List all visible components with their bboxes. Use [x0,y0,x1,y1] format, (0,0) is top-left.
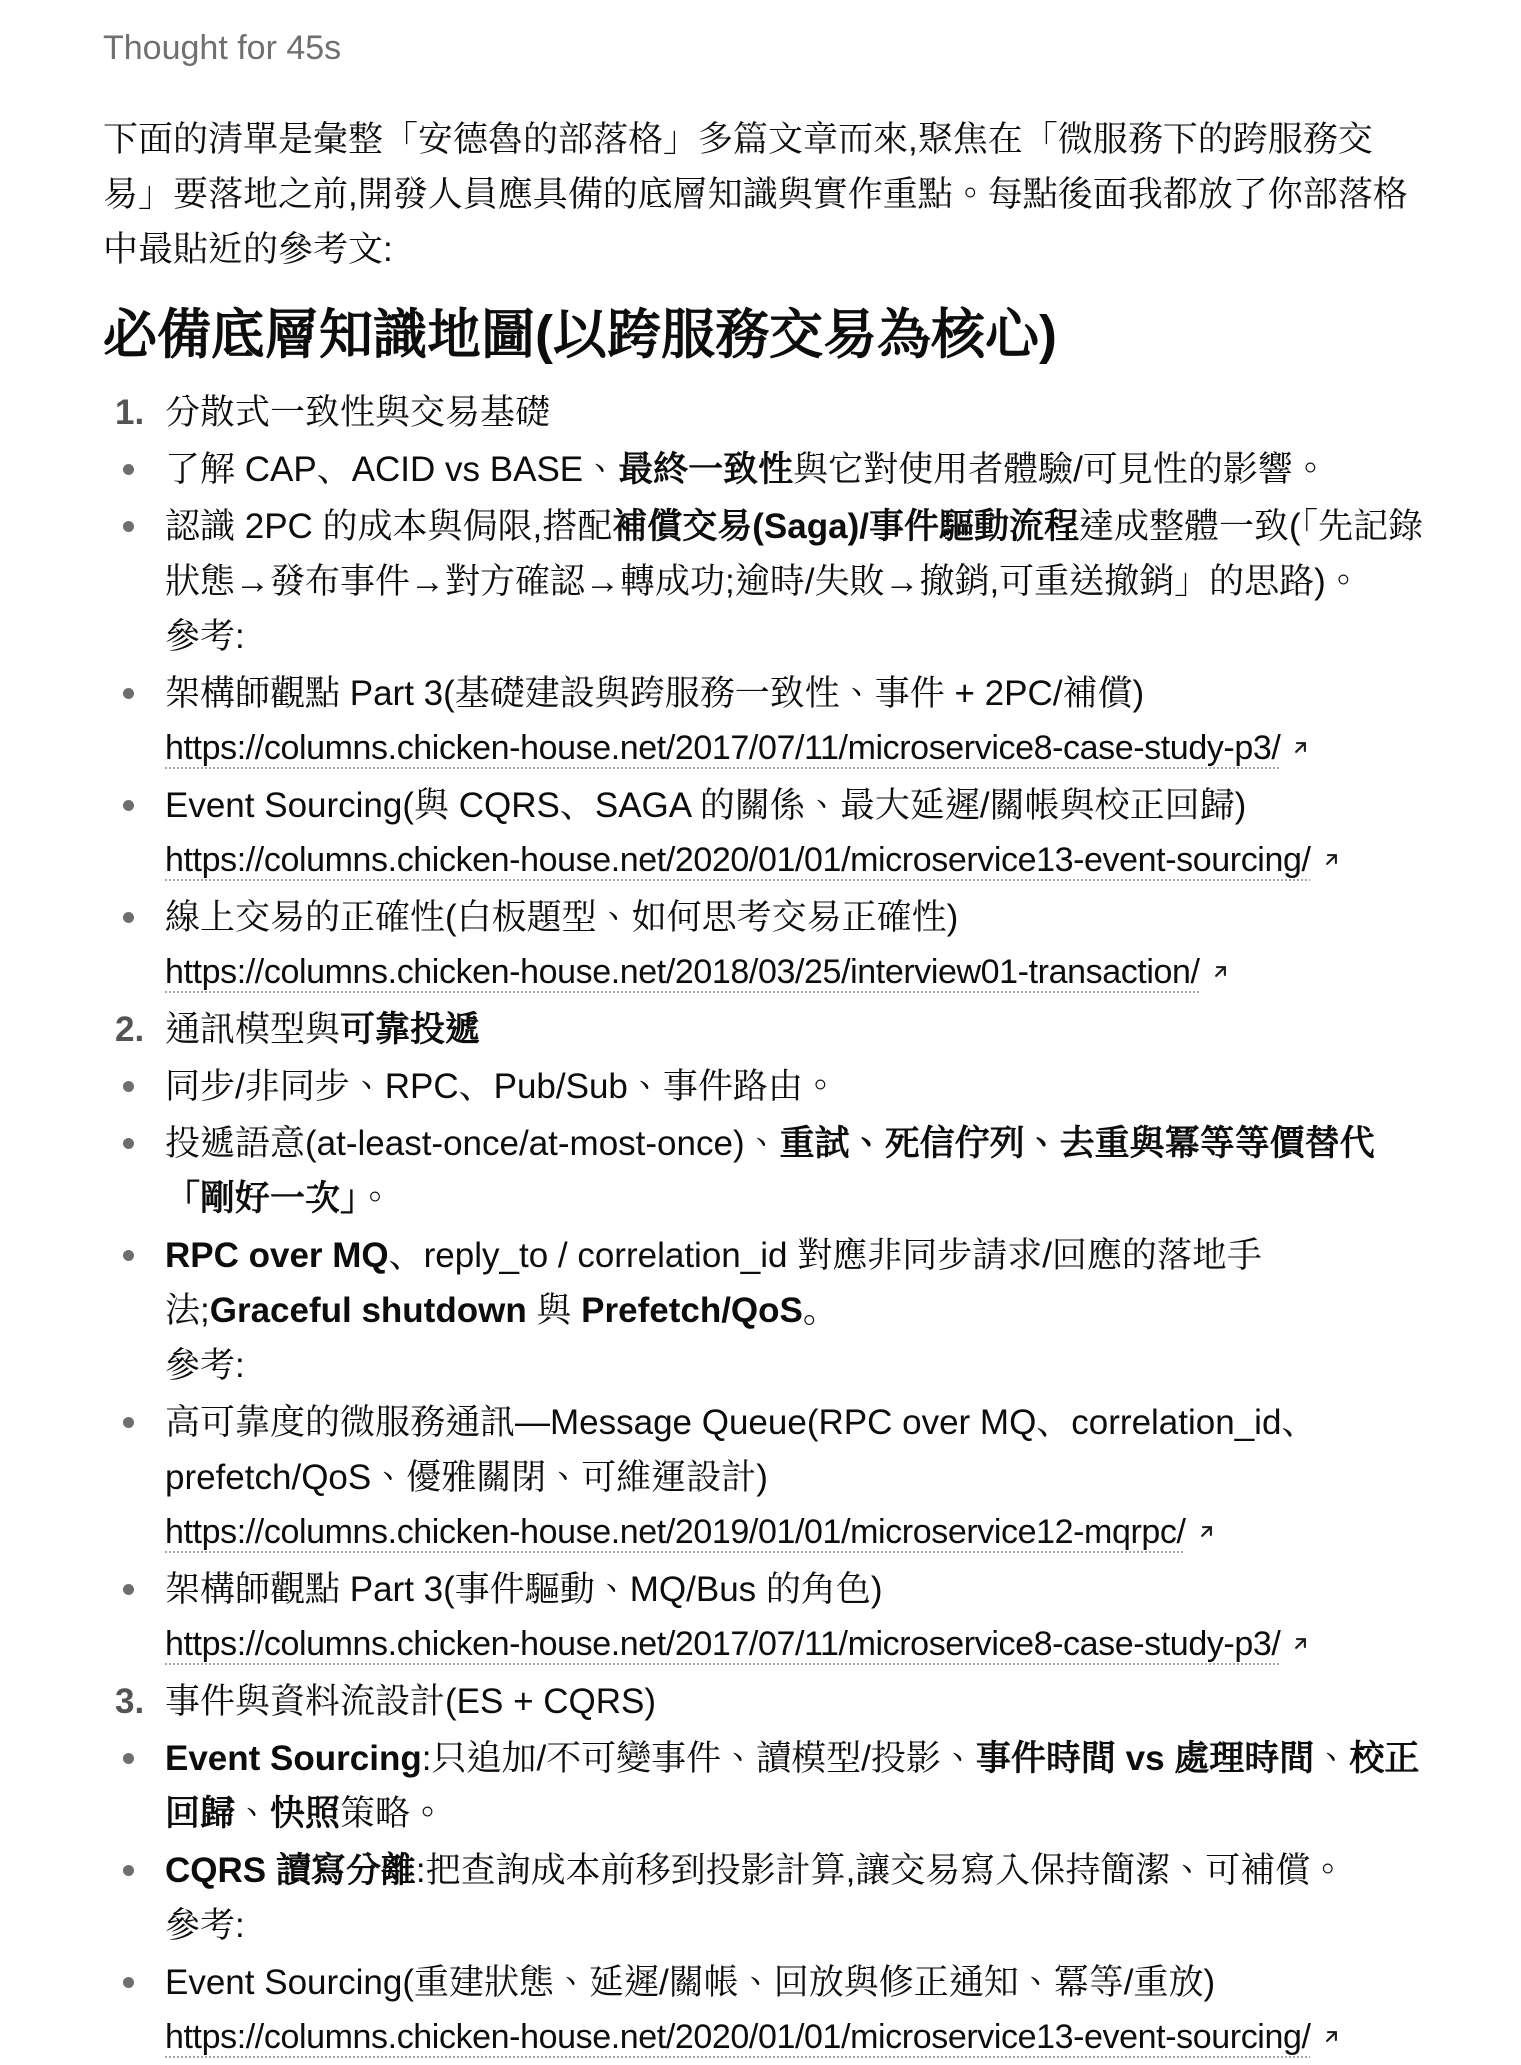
list-item-bullet [103,1228,1425,1393]
list-item-numbered [103,1674,1425,1729]
bold-text: CQRS 讀寫分離 [165,1851,416,1890]
plain-text: 與它對使用者體驗/可見性的影響。 [793,450,1328,489]
text-line [165,1731,1425,1841]
list-item-content [165,385,1425,440]
list-item-bullet [103,1843,1425,1953]
list-item-bullet [103,1116,1425,1226]
bold-text: 重試、死信佇列、去重與冪等等價替代「剛好一次」 [165,1124,1375,1218]
external-link-icon [1196,1505,1217,1560]
text-line [165,609,1425,664]
plain-text: 參考: [165,1346,245,1385]
plain-text: :只追加/不可變事件、讀模型/投影、 [421,1739,976,1778]
list-item-bullet [103,890,1425,1000]
plain-text: 同步/非同步、RPC、Pub/Sub、事件路由。 [165,1067,838,1106]
bullet-icon [123,1417,134,1428]
bold-text: 快照 [270,1794,341,1833]
thought-duration-label[interactable]: Thought for 45s [103,29,342,67]
list-item-content [165,778,1425,888]
list-item-bullet [103,1395,1425,1560]
reference-link[interactable]: https://columns.chicken-house.net/2020/01/01/microservice13-event-sourcing/ [165,2018,1311,2056]
text-line [165,1955,1425,2010]
list-item-bullet [103,1059,1425,1114]
bullet-icon [123,1753,134,1764]
bullet-icon [123,1081,134,1092]
list-item-content [165,1955,1425,2065]
text-line [165,1562,1425,1617]
bold-text: 校正回歸 [165,1739,1420,1833]
bullet-icon [123,464,134,475]
list-number-marker: 2. [115,1010,145,1049]
text-line [165,1674,1425,1729]
text-line [165,1898,1425,1953]
text-line [165,666,1425,721]
plain-text: 投遞語意(at-least-once/at-most-once)、 [165,1124,780,1163]
list-item-content [165,442,1425,497]
plain-text: 了解 CAP、ACID vs BASE、 [165,450,619,489]
plain-text: 。 [357,1179,393,1218]
list-item-bullet [103,499,1425,664]
plain-text: 、reply_to / correlation_id 對應非同步請求/回應的落地手法; [165,1236,1262,1330]
plain-text: 。 [802,1291,838,1330]
section-heading: 必備底層知識地圖(以跨服務交易為核心) [103,305,1057,365]
text-line [165,1843,1425,1898]
reference-link[interactable]: https://columns.chicken-house.net/2017/07/11/microservice8-case-study-p3/ [165,729,1281,767]
intro-paragraph: 下面的清單是彙整「安德魯的部落格」多篇文章而來,聚焦在「微服務下的跨服務交易」要落地之前,開發人員應具備的底層知識與實作重點。每點後面我都放了你部落格中最貼近的參考文: [103,120,1408,269]
reference-link-line [165,1617,1425,1672]
text-line [165,778,1425,833]
list-number-marker: 1. [115,393,145,432]
bullet-icon [123,1977,134,1988]
list-item-content [165,1674,1425,1729]
external-link-icon [1290,721,1311,776]
reference-link[interactable]: https://columns.chicken-house.net/2019/01/01/microservice12-mqrpc/ [165,1513,1186,1551]
plain-text: 與 [526,1291,582,1330]
bullet-icon [123,1584,134,1595]
plain-text: 認識 2PC 的成本與侷限,搭配 [165,507,613,546]
bold-text: 最終一致性 [618,450,794,489]
external-link-icon [1321,2010,1342,2065]
list-item-bullet [103,1562,1425,1672]
knowledge-list [103,385,1425,2065]
text-line [165,1395,1425,1505]
reference-link-line [165,721,1425,776]
list-item-content [165,499,1425,664]
plain-text: 策略。 [340,1794,446,1833]
plain-text: 、 [235,1794,271,1833]
text-line [165,499,1425,609]
reference-link-line [165,945,1425,1000]
bullet-icon [123,800,134,811]
text-line [165,1116,1425,1226]
list-number-marker: 3. [115,1682,145,1721]
list-item-bullet [103,1731,1425,1841]
list-item-content [165,1843,1425,1953]
text-line [165,1228,1425,1338]
list-item-bullet [103,1955,1425,2065]
reference-link[interactable]: https://columns.chicken-house.net/2017/07/11/microservice8-case-study-p3/ [165,1625,1281,1663]
reference-link[interactable]: https://columns.chicken-house.net/2018/03/25/interview01-transaction/ [165,953,1200,991]
text-line [165,890,1425,945]
bold-text: Prefetch/QoS [581,1291,803,1330]
list-item-content [165,1002,1425,1057]
bullet-icon [123,1138,134,1149]
text-line [165,1059,1425,1114]
list-item-content [165,1562,1425,1672]
plain-text: 參考: [165,617,245,656]
plain-text: 架構師觀點 Part 3(基礎建設與跨服務一致性、事件 + 2PC/補償) [165,674,1145,713]
bold-text: 補償交易(Saga)/事件驅動流程 [612,507,1079,546]
list-item-numbered [103,385,1425,440]
external-link-icon [1210,945,1231,1000]
plain-text: Event Sourcing(重建狀態、延遲/關帳、回放與修正通知、冪等/重放) [165,1963,1216,2002]
plain-text: :把查詢成本前移到投影計算,讓交易寫入保持簡潔、可補償。 [415,1851,1346,1890]
text-line [165,1002,1425,1057]
list-item-content [165,1395,1425,1560]
list-item-bullet [103,778,1425,888]
plain-text: 參考: [165,1906,245,1945]
list-item-content [165,1116,1425,1226]
reference-link-line [165,1505,1425,1560]
bold-text: 事件時間 vs 處理時間 [975,1739,1315,1778]
list-item-content [165,666,1425,776]
plain-text: Event Sourcing(與 CQRS、SAGA 的關係、最大延遲/關帳與校正回歸) [165,786,1247,825]
plain-text: 通訊模型與 [165,1010,341,1049]
external-link-icon [1321,833,1342,888]
list-item-content [165,890,1425,1000]
reference-link[interactable]: https://columns.chicken-house.net/2020/01/01/microservice13-event-sourcing/ [165,841,1311,879]
text-line [165,442,1425,497]
reference-link-line [165,2010,1425,2065]
plain-text: 分散式一致性與交易基礎 [165,393,551,432]
bullet-icon [123,912,134,923]
plain-text: 事件與資料流設計(ES + CQRS) [165,1682,657,1721]
text-line [165,1338,1425,1393]
text-line [165,385,1425,440]
bullet-icon [123,521,134,532]
plain-text: 線上交易的正確性(白板題型、如何思考交易正確性) [165,898,959,937]
list-item-bullet [103,442,1425,497]
list-item-content [165,1731,1425,1841]
list-item-bullet [103,666,1425,776]
plain-text: 、 [1314,1739,1350,1778]
bold-text: 可靠投遞 [340,1010,481,1049]
plain-text: 達成整體一致(「先記錄狀態→發布事件→對方確認→轉成功;逾時/失敗→撤銷,可重送撤銷」的思路)。 [165,507,1424,601]
bullet-icon [123,1865,134,1876]
bullet-icon [123,688,134,699]
external-link-icon [1290,1617,1311,1672]
list-item-content [165,1059,1425,1114]
list-item-content [165,1228,1425,1393]
bullet-icon [123,1250,134,1261]
reference-link-line [165,833,1425,888]
bold-text: Event Sourcing [165,1739,422,1778]
plain-text: 架構師觀點 Part 3(事件驅動、MQ/Bus 的角色) [165,1570,883,1609]
bold-text: Graceful shutdown [209,1291,527,1330]
plain-text: 高可靠度的微服務通訊—Message Queue(RPC over MQ、correlation_id、prefetch/QoS、優雅關閉、可維運設計) [165,1403,1317,1497]
bold-text: RPC over MQ [165,1236,389,1275]
list-item-numbered [103,1002,1425,1057]
